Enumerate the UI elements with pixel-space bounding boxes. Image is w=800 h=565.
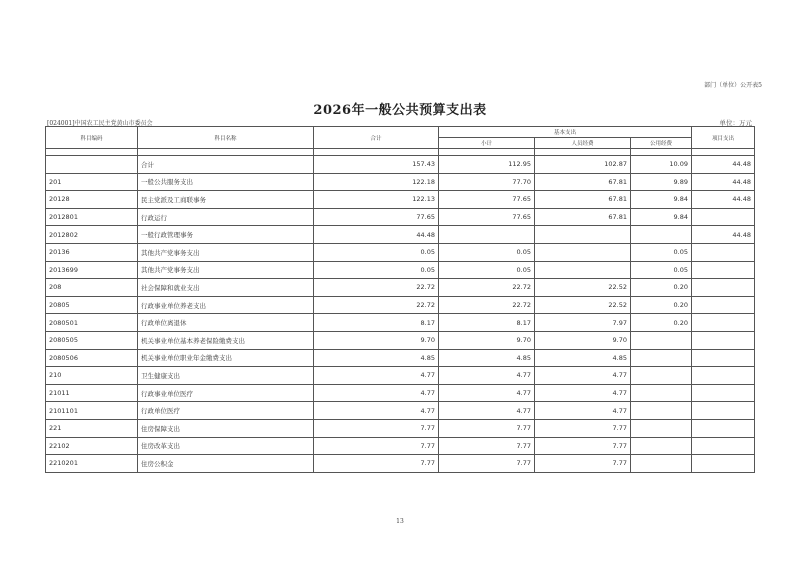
- cell-project: [692, 208, 755, 226]
- table-row: [46, 261, 755, 279]
- cell-total: 9.70: [314, 331, 439, 349]
- cell-subtotal: 112.95: [439, 156, 535, 174]
- cell-public: [631, 437, 692, 455]
- cell-public: 0.05: [631, 261, 692, 279]
- cell-subtotal: 9.70: [439, 331, 535, 349]
- cell-personnel: 4.85: [535, 349, 631, 367]
- cell-subtotal: 4.77: [439, 384, 535, 402]
- cell-public: 9.84: [631, 208, 692, 226]
- header-name: 科目名称: [138, 127, 314, 149]
- cell-project: [692, 349, 755, 367]
- table-row: [46, 314, 755, 332]
- cell-project: [692, 243, 755, 261]
- cell-project: [692, 279, 755, 297]
- cell-public: 0.20: [631, 314, 692, 332]
- cell-project: [692, 296, 755, 314]
- table-row: [46, 156, 755, 174]
- header-code: 科目编码: [46, 127, 138, 149]
- cell-total: 0.05: [314, 243, 439, 261]
- cell-name: 社会保障和就业支出: [138, 279, 314, 297]
- table-row: [46, 419, 755, 437]
- cell-public: 10.09: [631, 156, 692, 174]
- cell-name: 一般公共服务支出: [138, 173, 314, 191]
- cell-personnel: 4.77: [535, 402, 631, 420]
- cell-code: 210: [46, 367, 138, 385]
- cell-project: [692, 367, 755, 385]
- header-personnel: 人员经费: [535, 138, 631, 149]
- cell-name: 行政单位医疗: [138, 402, 314, 420]
- cell-code: [46, 156, 138, 174]
- table-row: [46, 279, 755, 297]
- cell-total: 4.77: [314, 367, 439, 385]
- cell-personnel: 7.77: [535, 419, 631, 437]
- cell-personnel: 67.81: [535, 191, 631, 209]
- cell-subtotal: 7.77: [439, 419, 535, 437]
- department-label: [024001]中国农工民主党黄山市委员会: [47, 120, 153, 127]
- cell-project: 44.48: [692, 226, 755, 244]
- table-row: [46, 173, 755, 191]
- cell-personnel: [535, 226, 631, 244]
- cell-subtotal: 8.17: [439, 314, 535, 332]
- cell-name: 合计: [138, 156, 314, 174]
- cell-code: 2080505: [46, 331, 138, 349]
- cell-project: [692, 437, 755, 455]
- cell-subtotal: 77.65: [439, 208, 535, 226]
- cell-personnel: 7.77: [535, 455, 631, 473]
- cell-total: 22.72: [314, 279, 439, 297]
- page-title: 2026年一般公共预算支出表: [313, 103, 487, 118]
- cell-subtotal: 77.65: [439, 191, 535, 209]
- cell-name: 机关事业单位职业年金缴费支出: [138, 349, 314, 367]
- cell-total: 8.17: [314, 314, 439, 332]
- cell-subtotal: 22.72: [439, 279, 535, 297]
- cell-personnel: 102.87: [535, 156, 631, 174]
- budget-table: [45, 126, 755, 473]
- cell-code: 22102: [46, 437, 138, 455]
- cell-project: [692, 419, 755, 437]
- cell-subtotal: 22.72: [439, 296, 535, 314]
- cell-code: 2080501: [46, 314, 138, 332]
- cell-name: 住房保障支出: [138, 419, 314, 437]
- cell-code: 2012802: [46, 226, 138, 244]
- cell-project: [692, 314, 755, 332]
- cell-subtotal: 77.70: [439, 173, 535, 191]
- cell-code: 2013699: [46, 261, 138, 279]
- cell-code: 2080506: [46, 349, 138, 367]
- cell-public: [631, 331, 692, 349]
- cell-total: 157.43: [314, 156, 439, 174]
- cell-name: 行政事业单位养老支出: [138, 296, 314, 314]
- cell-personnel: 4.77: [535, 367, 631, 385]
- header-public: 公用经费: [631, 138, 692, 149]
- table-row: [46, 367, 755, 385]
- form-number: 部门（单位）公开表5: [704, 82, 762, 89]
- cell-name: 其他共产党事务支出: [138, 261, 314, 279]
- cell-subtotal: 7.77: [439, 437, 535, 455]
- cell-public: 0.20: [631, 296, 692, 314]
- cell-project: [692, 261, 755, 279]
- cell-personnel: 22.52: [535, 296, 631, 314]
- header-total: 合计: [314, 127, 439, 149]
- table-row: [46, 349, 755, 367]
- table-row: [46, 208, 755, 226]
- cell-public: 9.84: [631, 191, 692, 209]
- cell-public: [631, 367, 692, 385]
- table-row: [46, 191, 755, 209]
- cell-code: 2210201: [46, 455, 138, 473]
- cell-name: 一般行政管理事务: [138, 226, 314, 244]
- cell-project: [692, 384, 755, 402]
- unit-label: 单位：万元: [719, 119, 752, 127]
- table-body: [46, 156, 755, 473]
- table-row: [46, 243, 755, 261]
- table-row: [46, 384, 755, 402]
- cell-public: [631, 384, 692, 402]
- cell-name: 行政运行: [138, 208, 314, 226]
- cell-name: 民主党派及工商联事务: [138, 191, 314, 209]
- cell-subtotal: 4.77: [439, 402, 535, 420]
- cell-total: 22.72: [314, 296, 439, 314]
- cell-total: 7.77: [314, 419, 439, 437]
- cell-personnel: 22.52: [535, 279, 631, 297]
- cell-code: 208: [46, 279, 138, 297]
- cell-project: 44.48: [692, 191, 755, 209]
- cell-code: 2012801: [46, 208, 138, 226]
- table-row: [46, 296, 755, 314]
- cell-subtotal: 0.05: [439, 243, 535, 261]
- cell-name: 行政单位离退休: [138, 314, 314, 332]
- cell-public: 9.89: [631, 173, 692, 191]
- cell-subtotal: 7.77: [439, 455, 535, 473]
- page-number: 13: [396, 518, 404, 525]
- cell-total: 4.85: [314, 349, 439, 367]
- table-row: [46, 402, 755, 420]
- cell-total: 4.77: [314, 384, 439, 402]
- cell-public: [631, 349, 692, 367]
- cell-subtotal: [439, 226, 535, 244]
- cell-name: 行政事业单位医疗: [138, 384, 314, 402]
- cell-code: 20136: [46, 243, 138, 261]
- cell-total: 7.77: [314, 437, 439, 455]
- cell-total: 77.65: [314, 208, 439, 226]
- cell-personnel: [535, 243, 631, 261]
- header-basic: 基本支出: [439, 127, 692, 138]
- header-subtotal: 小计: [439, 138, 535, 149]
- cell-public: [631, 455, 692, 473]
- cell-project: [692, 331, 755, 349]
- cell-public: [631, 402, 692, 420]
- cell-name: 其他共产党事务支出: [138, 243, 314, 261]
- table-row: [46, 226, 755, 244]
- cell-code: 201: [46, 173, 138, 191]
- cell-code: 2101101: [46, 402, 138, 420]
- cell-name: 卫生健康支出: [138, 367, 314, 385]
- cell-total: 44.48: [314, 226, 439, 244]
- cell-personnel: 7.77: [535, 437, 631, 455]
- cell-project: [692, 402, 755, 420]
- cell-public: 0.05: [631, 243, 692, 261]
- cell-project: 44.48: [692, 156, 755, 174]
- cell-code: 20128: [46, 191, 138, 209]
- cell-code: 21011: [46, 384, 138, 402]
- table-row: [46, 437, 755, 455]
- cell-total: 7.77: [314, 455, 439, 473]
- cell-total: 122.18: [314, 173, 439, 191]
- cell-personnel: 7.97: [535, 314, 631, 332]
- cell-project: [692, 455, 755, 473]
- cell-public: [631, 226, 692, 244]
- cell-code: 20805: [46, 296, 138, 314]
- cell-total: 4.77: [314, 402, 439, 420]
- cell-personnel: 9.70: [535, 331, 631, 349]
- cell-name: 住房公积金: [138, 455, 314, 473]
- cell-project: 44.48: [692, 173, 755, 191]
- cell-subtotal: 0.05: [439, 261, 535, 279]
- cell-subtotal: 4.85: [439, 349, 535, 367]
- cell-personnel: 67.81: [535, 173, 631, 191]
- cell-total: 0.05: [314, 261, 439, 279]
- cell-public: [631, 419, 692, 437]
- cell-public: 0.20: [631, 279, 692, 297]
- cell-name: 机关事业单位基本养老保险缴费支出: [138, 331, 314, 349]
- cell-subtotal: 4.77: [439, 367, 535, 385]
- cell-personnel: 4.77: [535, 384, 631, 402]
- cell-code: 221: [46, 419, 138, 437]
- cell-name: 住房改革支出: [138, 437, 314, 455]
- table-row: [46, 331, 755, 349]
- header-project: 项目支出: [692, 127, 755, 149]
- cell-personnel: 67.81: [535, 208, 631, 226]
- cell-total: 122.13: [314, 191, 439, 209]
- table-row: [46, 455, 755, 473]
- cell-personnel: [535, 261, 631, 279]
